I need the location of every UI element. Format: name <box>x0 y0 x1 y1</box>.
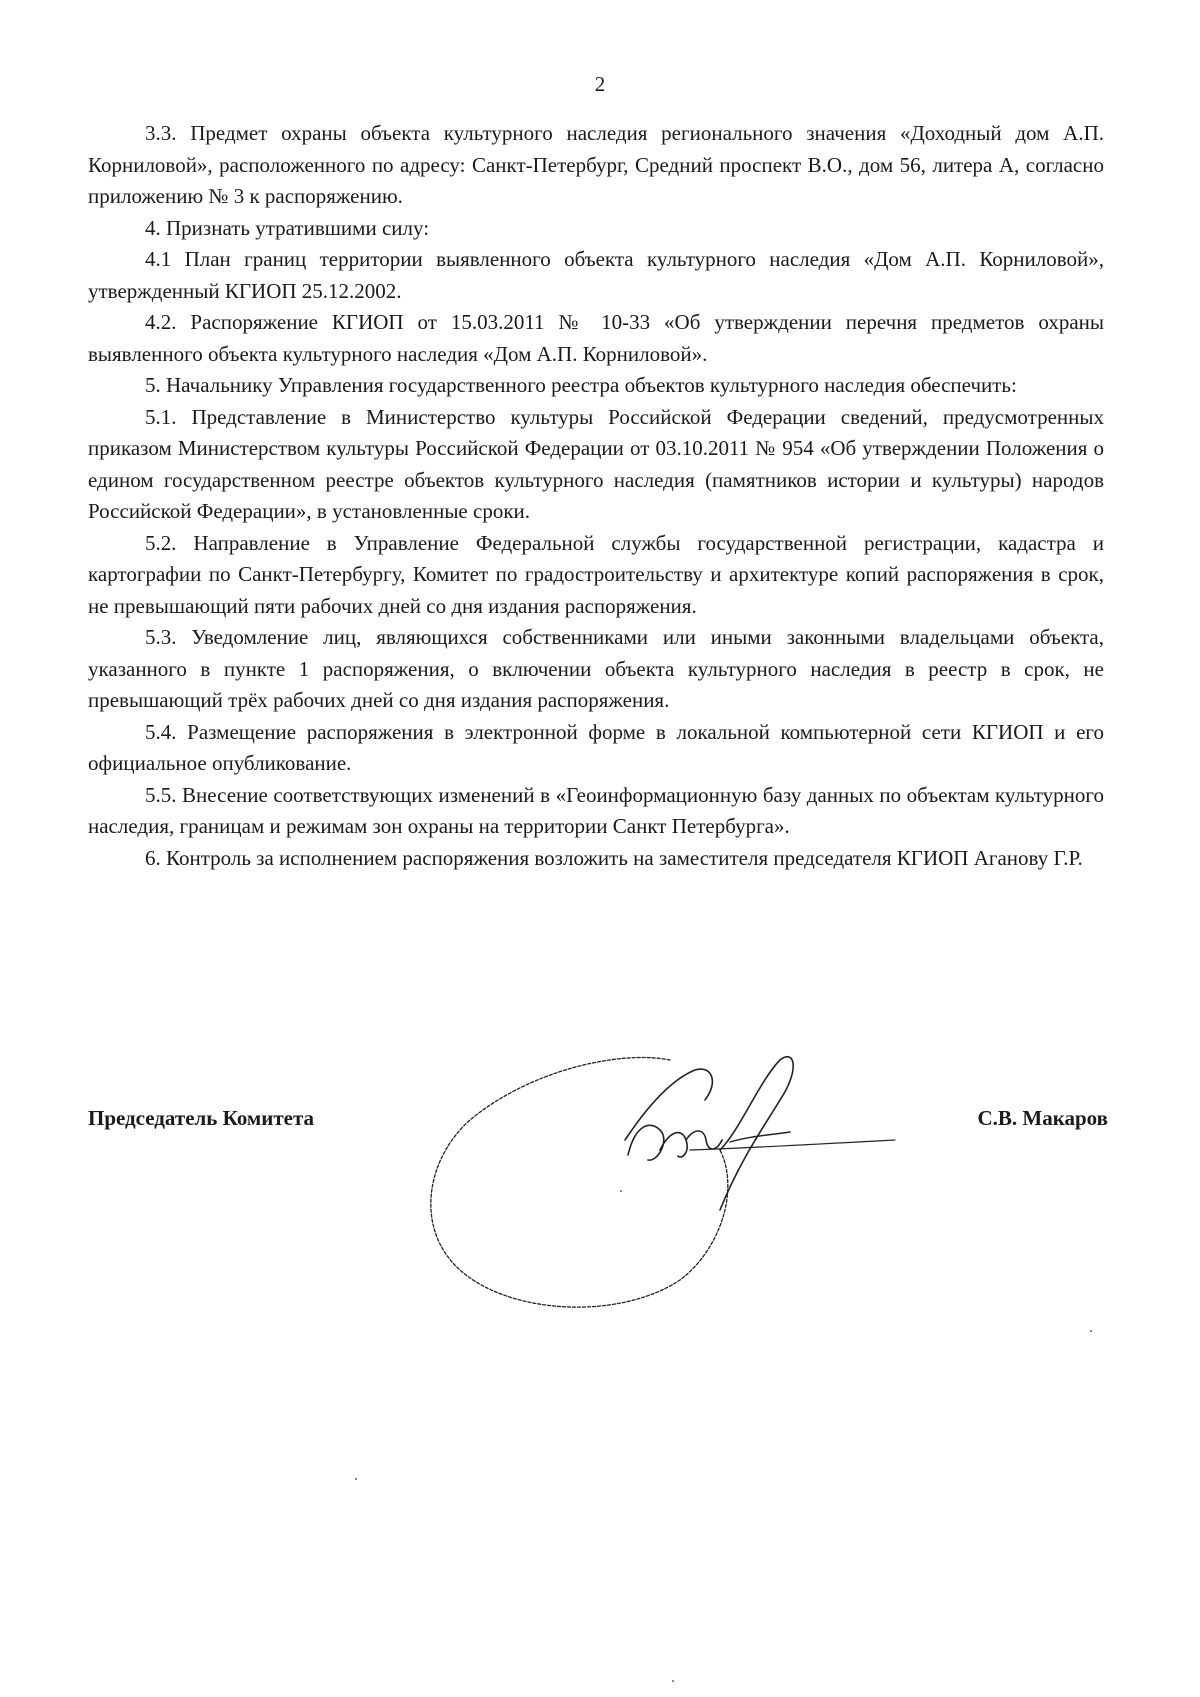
paragraph-4-2: 4.2. Распоряжение КГИОП от 15.03.2011 № 10-33 «Об утверждении перечня предметов охраны выявленного объекта культурного наследия «Дом А.П. Корниловой». <box>88 310 1104 366</box>
handwritten-signature <box>420 1040 960 1330</box>
paragraph-5: 5. Начальнику Управления государственного реестра объектов культурного наследия обеспечить: <box>145 373 1017 397</box>
signatory-name: С.В. Макаров <box>977 1106 1108 1130</box>
scan-speck <box>1090 1330 1092 1332</box>
paragraph-3-3: 3.3. Предмет охраны объекта культурного наследия регионального значения «Доходный дом А.П. Корниловой», расположенного по адресу: Санкт-Петербург, Средний проспект В.О., дом 56, литера А, согласно приложению № 3 к распоряжению. <box>88 121 1104 208</box>
page-number: 2 <box>594 72 606 96</box>
paragraph-4: 4. Признать утратившими силу: <box>145 215 430 240</box>
scan-speck <box>620 1190 622 1192</box>
paragraph-4-1: 4.1 План границ территории выявленного объекта культурного наследия «Дом А.П. Корниловой», утвержденный КГИОП 25.12.2002. <box>88 247 1104 303</box>
paragraph-5-3: 5.3. Уведомление лиц, являющихся собственниками или иными законными владельцами объекта, указанного в пункте 1 распоряжения, о включении объекта культурного наследия в реестр в срок, не превышающий трёх рабочих дней со дня издания распоряжения. <box>88 625 1104 712</box>
paragraph-5-4: 5.4. Размещение распоряжения в электронной форме в локальной компьютерной сети КГИОП и его официальное опубликование. <box>88 719 1104 775</box>
paragraph-6: 6. Контроль за исполнением распоряжения возложить на заместителя председателя КГИОП Аганову Г.Р. <box>145 845 1083 870</box>
signatory-title: Председатель Комитета <box>88 1106 315 1130</box>
paragraph-5-5: 5.5. Внесение соответствующих изменений в «Геоинформационную базу данных по объектам культурного наследия, границам и режимам зон охраны на территории Санкт Петербурга». <box>88 782 1104 838</box>
document-body <box>88 118 1104 874</box>
paragraph-5-2: 5.2. Направление в Управление Федеральной службы государственной регистрации, кадастра и картографии по Санкт-Петербургу, Комитет по градостроительству и архитектуре копий распоряжения в срок, не превышающий пяти рабочих дней со дня издания распоряжения. <box>88 530 1104 618</box>
scan-speck <box>355 1478 357 1480</box>
paragraph-5-1: 5.1. Представление в Министерство культуры Российской Федерации сведений, предусмотренных приказом Министерством культуры Российской Федерации от 03.10.2011 № 954 «Об утверждении Положения о едином государственном реестре объектов культурного наследия (памятников истории и культуры) народов Российской Федерации», в установленные сроки. <box>88 404 1104 523</box>
scan-speck <box>672 1680 674 1682</box>
